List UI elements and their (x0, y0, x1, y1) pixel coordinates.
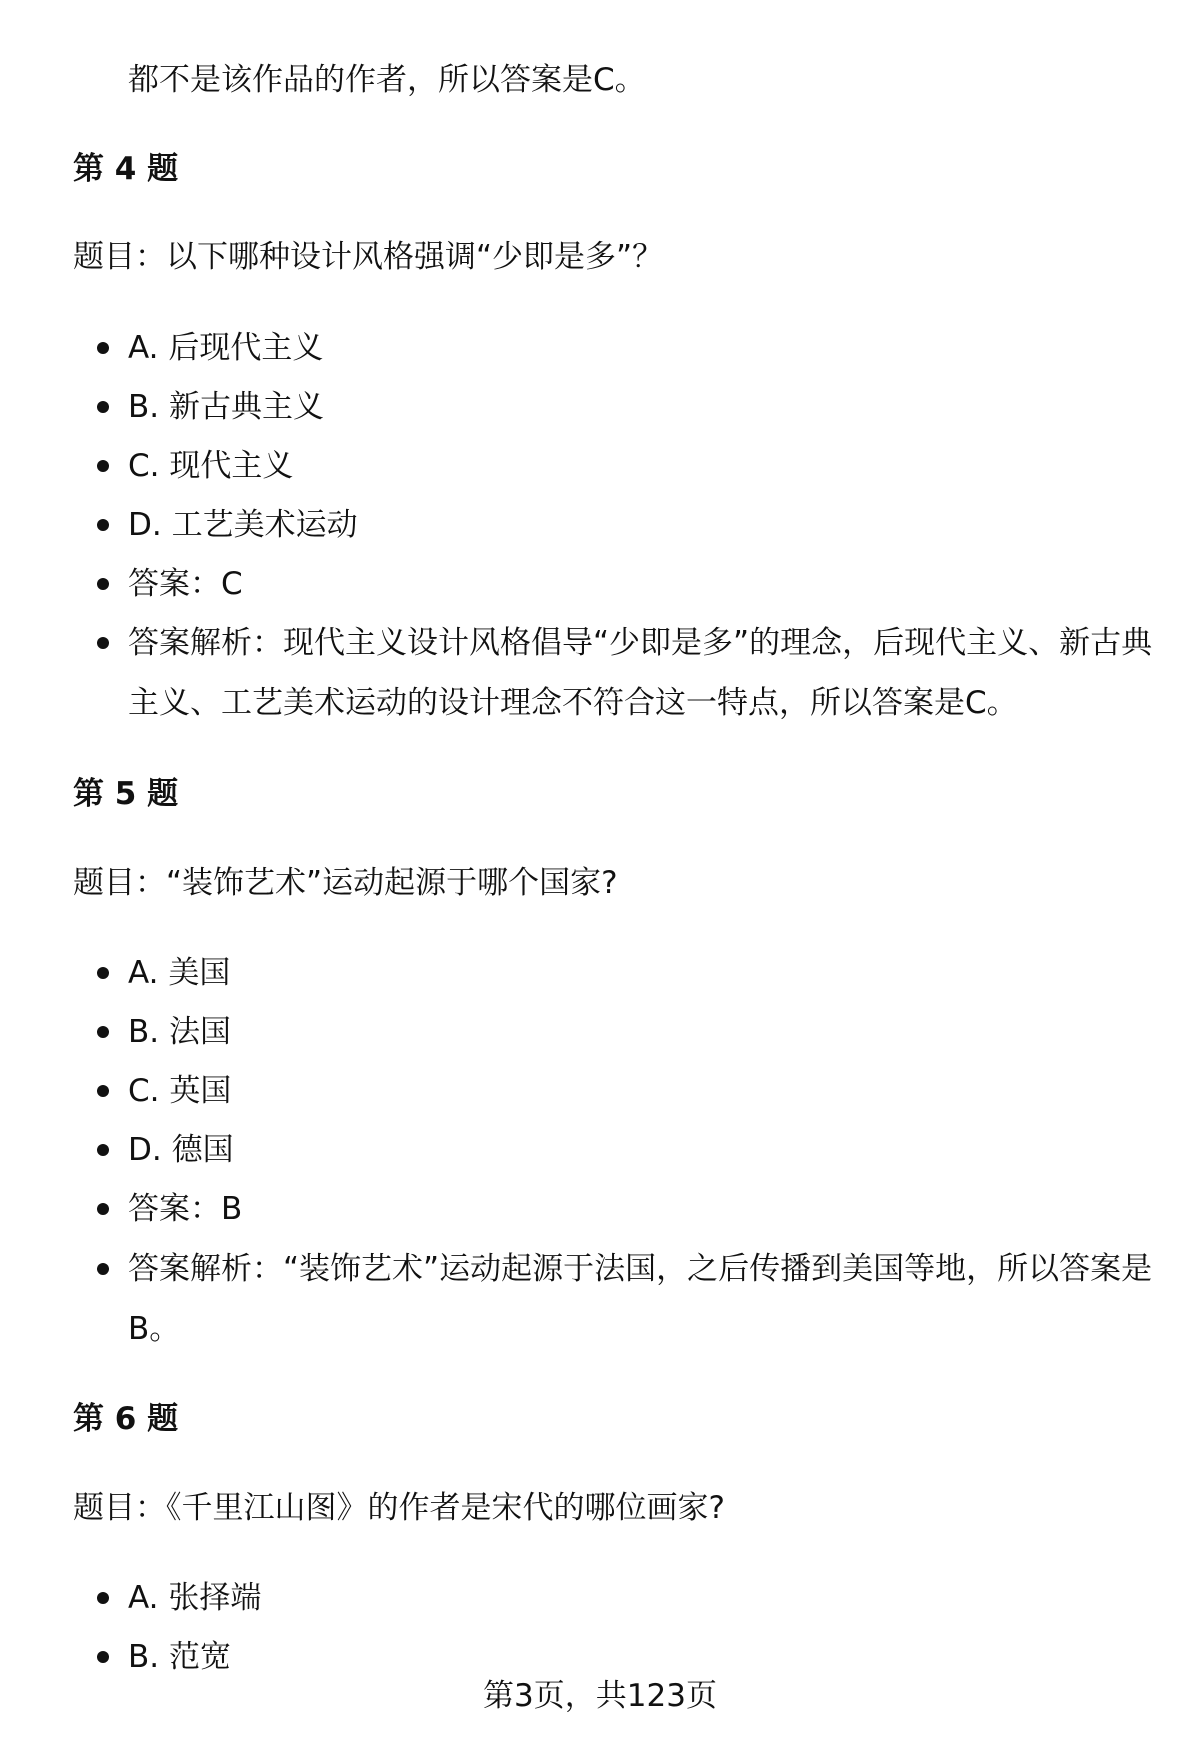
question-text-6: 题目：《千里江山图》的作者是宋代的哪位画家? (73, 1490, 725, 1526)
page-footer: 第3页，共123页 (483, 1678, 717, 1714)
bullet (97, 519, 109, 531)
continuation-text: 都不是该作品的作者，所以答案是C。 (128, 62, 646, 98)
bullet (97, 1203, 109, 1215)
bullet (97, 1592, 109, 1604)
option-4d: D. 工艺美术运动 (128, 507, 358, 543)
option-6b: B. 范宽 (128, 1639, 231, 1675)
answer-4: 答案：C (128, 566, 243, 602)
bullet (97, 967, 109, 979)
explanation-5-line2: B。 (128, 1311, 181, 1347)
bullet (97, 1144, 109, 1156)
answer-5: 答案：B (128, 1191, 243, 1227)
bullet (97, 1026, 109, 1038)
explanation-5-line1: 答案解析：“装饰艺术”运动起源于法国，之后传播到美国等地，所以答案是 (128, 1251, 1153, 1287)
explanation-4-line2: 主义、工艺美术运动的设计理念不符合这一特点，所以答案是C。 (128, 685, 1018, 721)
question-heading-4: 第 4 题 (73, 151, 179, 187)
question-text-5: 题目：“装饰艺术”运动起源于哪个国家? (73, 865, 618, 901)
bullet (97, 401, 109, 413)
option-5b: B. 法国 (128, 1014, 231, 1050)
explanation-4-line1: 答案解析：现代主义设计风格倡导“少即是多”的理念，后现代主义、新古典 (128, 625, 1153, 661)
bullet (97, 1085, 109, 1097)
option-5a: A. 美国 (128, 955, 231, 991)
bullet (97, 1263, 109, 1275)
bullet (97, 460, 109, 472)
question-heading-5: 第 5 题 (73, 776, 179, 812)
bullet (97, 342, 109, 354)
bullet (97, 578, 109, 590)
option-4a: A. 后现代主义 (128, 330, 324, 366)
question-text-4: 题目：以下哪种设计风格强调“少即是多”？ (73, 239, 664, 275)
bullet (97, 637, 109, 649)
option-4b: B. 新古典主义 (128, 389, 324, 425)
question-heading-6: 第 6 题 (73, 1401, 179, 1437)
option-5c: C. 英国 (128, 1073, 232, 1109)
option-6a: A. 张择端 (128, 1580, 262, 1616)
option-5d: D. 德国 (128, 1132, 234, 1168)
bullet (97, 1651, 109, 1663)
option-4c: C. 现代主义 (128, 448, 294, 484)
